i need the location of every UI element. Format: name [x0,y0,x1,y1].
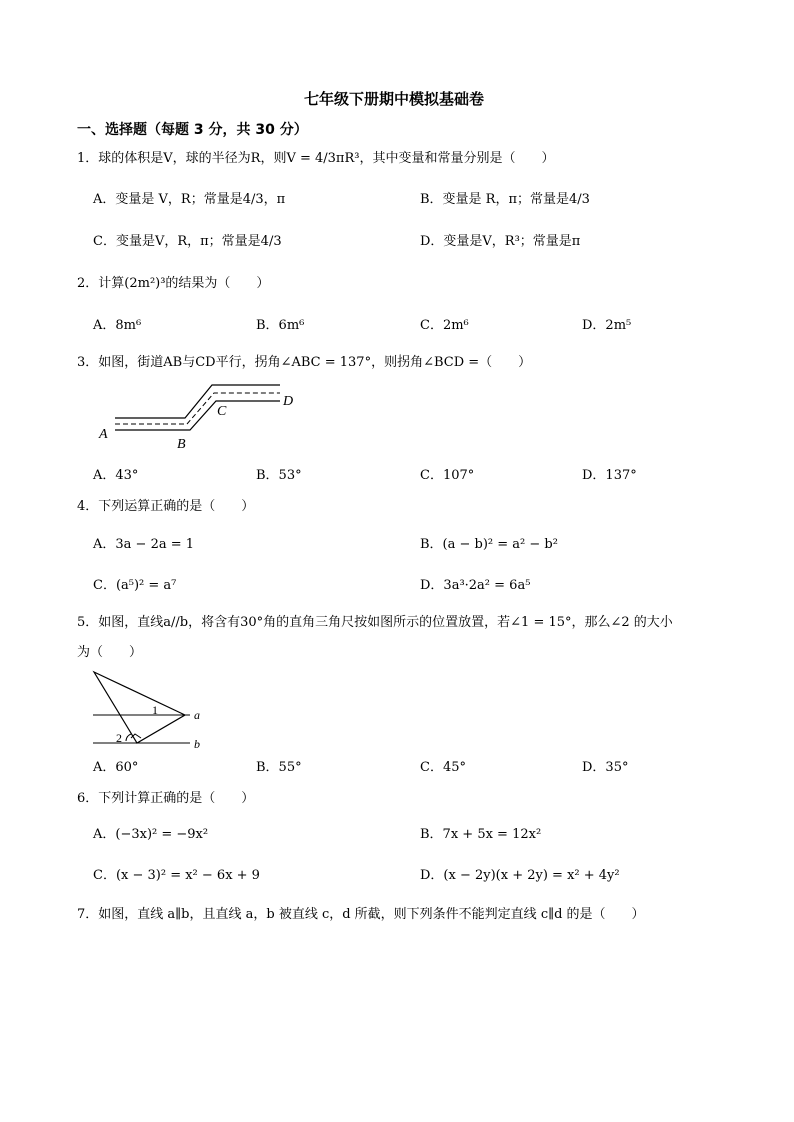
question-3-option-a: A．43° [93,468,139,483]
angle-1-label: 1 [152,703,158,717]
page-title: 七年级下册期中模拟基础卷 [304,90,485,108]
question-4-option-b: B．(a − b)² = a² − b² [420,537,558,552]
question-1-option-d: D．变量是V，R³；常量是π [420,234,581,249]
question-3-option-b: B．53° [256,468,302,483]
label-point-a: A [99,427,108,442]
question-6-option-c: C．(x − 3)² = x² − 6x + 9 [93,868,260,883]
question-4-option-a: A．3a − 2a = 1 [93,537,195,552]
line-b-label: b [194,737,200,751]
question-1-stem: 1．球的体积是V，球的半径为R，则V = 4/3πR³，其中变量和常量分别是（ ） [77,151,555,166]
question-4-option-d: D．3a³·2a² = 6a⁵ [420,578,531,593]
line-a-label: a [194,708,200,722]
label-point-d: D [283,394,294,409]
question-3-option-d: D．137° [582,468,637,483]
label-point-c: C [217,404,227,419]
question-2-option-b: B．6m⁶ [256,318,305,333]
question-4-stem: 4．下列运算正确的是（ ） [77,499,255,514]
question-5-option-b: B．55° [256,760,302,775]
question-5-option-d: D．35° [582,760,629,775]
question-2-option-a: A．8m⁶ [93,318,142,333]
question-5-option-c: C．45° [420,760,466,775]
angle-2-label: 2 [116,731,122,745]
question-2-option-c: C．2m⁶ [420,318,469,333]
question-2-stem: 2．计算(2m²)³的结果为（ ） [77,276,270,291]
question-1-option-a: A．变量是 V，R；常量是4/3，π [93,192,286,207]
section-heading: 一、选择题（每题 3 分，共 30 分） [77,122,308,138]
question-6-option-d: D．(x − 2y)(x + 2y) = x² + 4y² [420,868,620,883]
triangle-ruler-figure [90,668,215,752]
question-6-option-a: A．(−3x)² = −9x² [93,827,209,842]
street-figure [95,380,310,450]
question-5-stem-line1: 5．如图，直线a//b，将含有30°角的直角三角尺按如图所示的位置放置，若∠1 = 15°，那么∠2 的大小 [77,615,673,630]
question-6-option-b: B．7x + 5x = 12x² [420,827,542,842]
question-1-option-b: B．变量是 R，π；常量是4/3 [420,192,590,207]
question-2-option-d: D．2m⁵ [582,318,632,333]
question-6-stem: 6．下列计算正确的是（ ） [77,791,255,806]
question-1-option-c: C．变量是V，R，π；常量是4/3 [93,234,282,249]
label-point-b: B [177,437,186,450]
question-3-option-c: C．107° [420,468,475,483]
question-4-option-c: C．(a⁵)² = a⁷ [93,578,177,593]
question-7-stem: 7．如图，直线 a∥b，且直线 a，b 被直线 c，d 所截，则下列条件不能判定直线 c∥d 的是（ ） [77,907,645,922]
question-5-option-a: A．60° [93,760,139,775]
question-5-stem-line2: 为（ ） [77,645,143,660]
question-3-stem: 3．如图，街道AB与CD平行，拐角∠ABC = 137°，则拐角∠BCD =（ ） [77,355,532,370]
